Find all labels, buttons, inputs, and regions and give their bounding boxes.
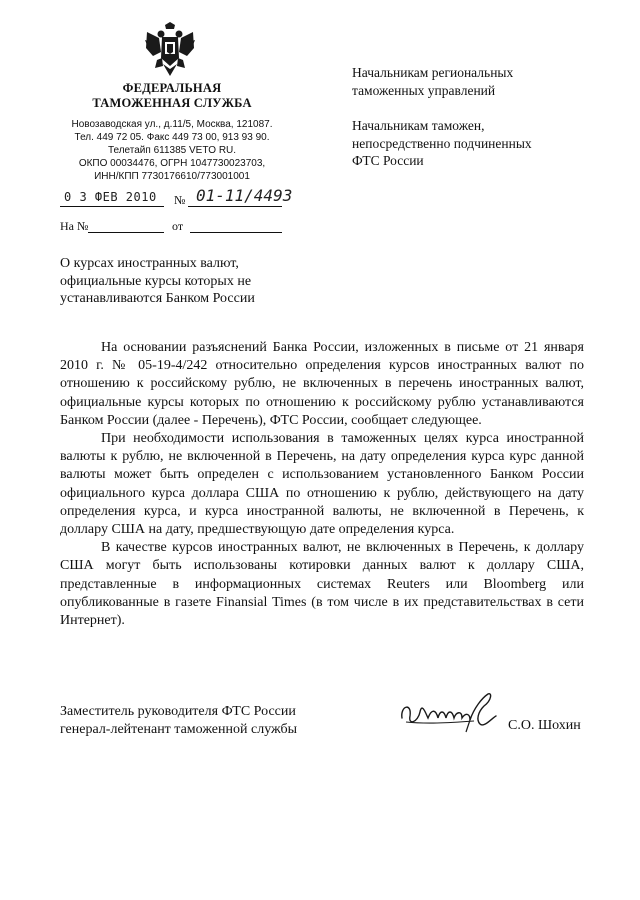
signatory-name: С.О. Шохин [508,718,581,733]
letter-body [60,339,584,630]
number-underline [188,206,282,207]
addressee-line: непосредственно подчиненных [352,135,532,151]
subject-line: устанавливаются Банком России [60,291,255,307]
addressee-line: ФТС России [352,153,424,168]
coat-of-arms-emblem [143,22,197,78]
addressee-block-2 [352,117,532,170]
signatory-position-line: Заместитель руководителя ФТС России [60,704,296,719]
ref-number-underline [88,232,164,233]
addressee-line: Начальникам региональных [352,65,514,80]
subject-line: официальные курсы которых не [60,273,252,289]
signatory-position [60,703,297,739]
org-phones: Тел. 449 72 05. Факс 449 73 00, 913 93 90. [74,132,270,143]
number-label: № [174,193,186,207]
ref-date-underline [190,232,282,233]
org-name-line1: ФЕДЕРАЛЬНАЯ [122,81,222,95]
handwritten-signature [396,688,502,734]
addressee-line: таможенных управлений [352,82,496,98]
org-name-line2: ТАМОЖЕННАЯ СЛУЖБА [92,96,252,110]
registration-number: 01-11/4493 [196,186,293,205]
addressee-block-1 [352,64,513,99]
org-address: Новозаводская ул., д.11/5, Москва, 121087. [71,119,273,130]
registration-date: 0 3 ФЕВ 2010 [64,190,157,204]
subject-line: О курсах иностранных валют, [60,256,239,271]
addressee-line: Начальникам таможен, [352,118,485,133]
date-underline [60,206,164,207]
ref-number-label: На № [60,219,89,233]
body-paragraph: При необходимости использования в таможенных целях курса иностранной валюты к рублю, не включенной в Перечень, на дату определения курса курс данной валюты может быть определен с использованием установленного Банком России официального курса доллара США по отношению к рублю, действующего на дату определения курса, и курса иностранной валюты, не включенной в Перечень, к доллару США на дату, предшествующую дате определения курса. [60,431,584,538]
letter-subject [60,255,300,308]
signatory-rank-line: генерал-лейтенант таможенной службы [60,722,298,737]
body-paragraph: В качестве курсов иностранных валют, не включенных в Перечень, к доллару США могут быть использованы котировки данных валют к доллару США, представленные в информационных системах Reuters или Bloomberg или опубликованные в газете Finansial Times (в том числе в их представительствах в сети Интернет). [60,540,584,629]
ref-date-label: от [172,219,184,233]
org-okpo-ogrn: ОКПО 00034476, ОГРН 1047730023703, [78,158,266,169]
org-teletype: Телетайп 611385 VETO RU. [107,145,237,156]
body-paragraph: На основании разъяснений Банка России, изложенных в письме от 21 января 2010 г. № 05-19-4/242 относительно определения курсов иностранных валют по отношению к российскому рублю, не включенных в перечень иностранных валют, официальные курсы которых по отношению к российскому рублю устанавливаются Банком России (далее - Перечень), ФТС России, сообщает следующее. [60,340,584,428]
org-inn-kpp: ИНН/КПП 7730176610/773001001 [94,171,250,182]
